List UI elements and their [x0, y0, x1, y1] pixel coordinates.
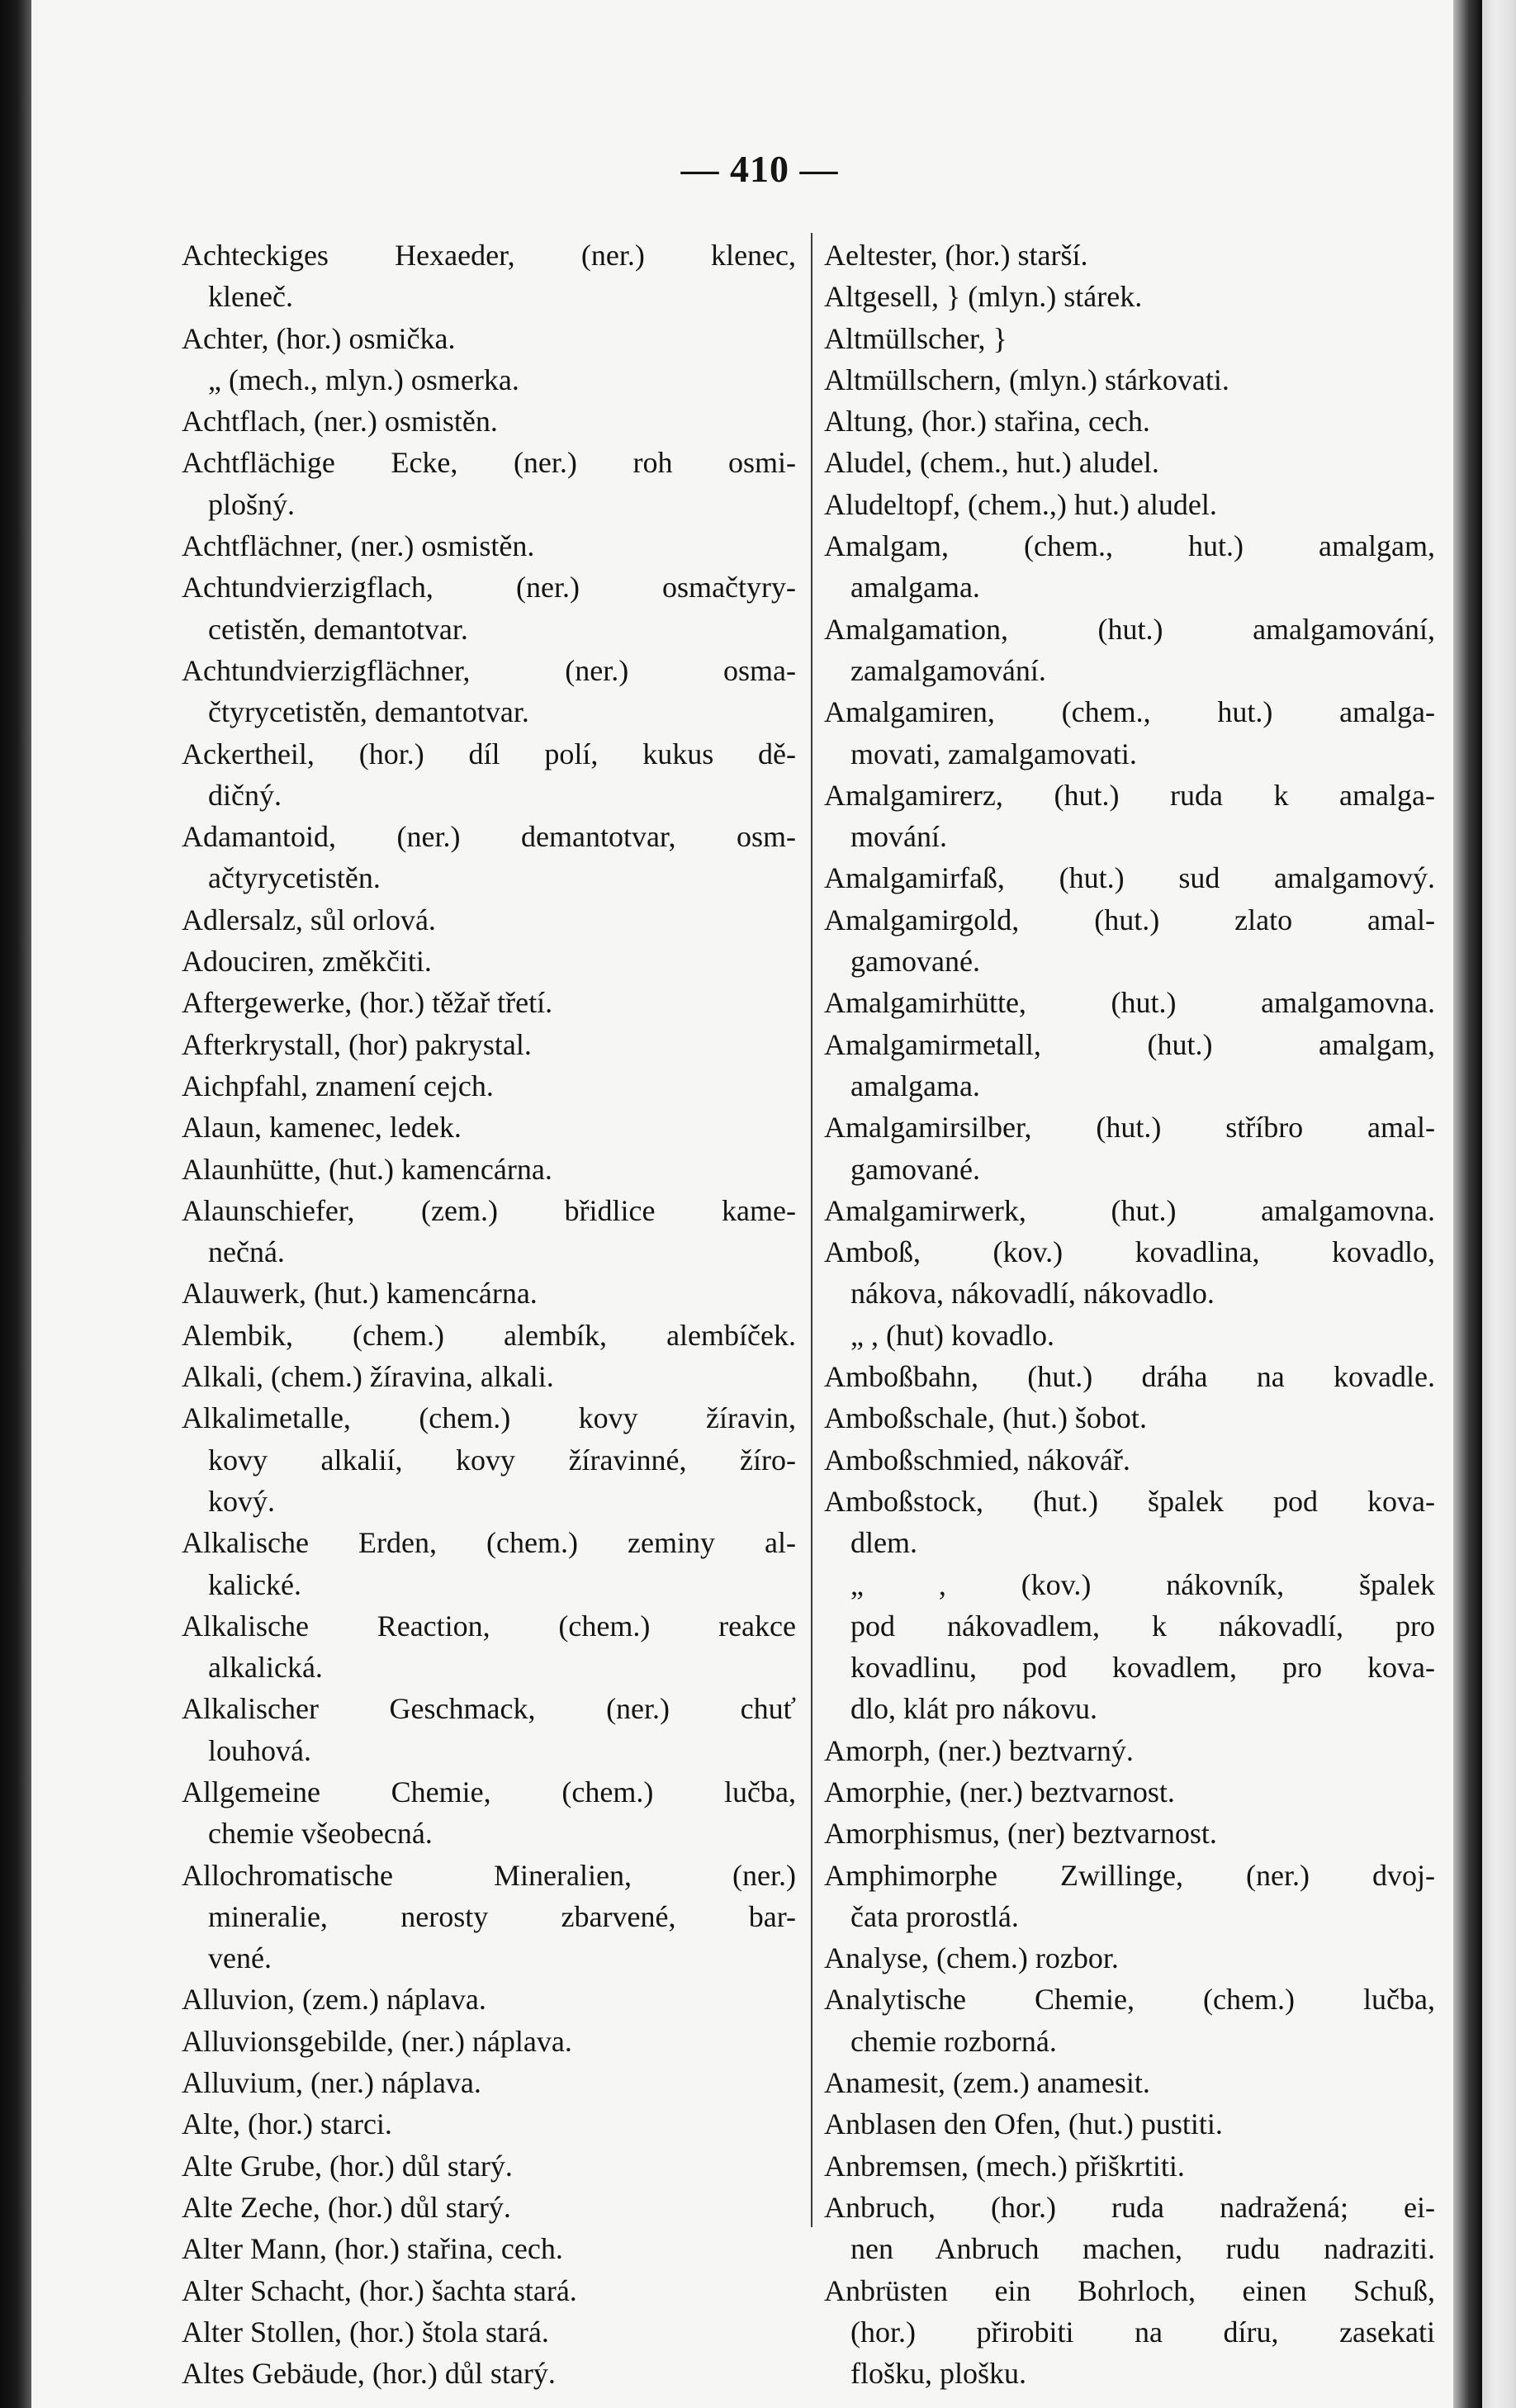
left-column-line: Ackertheil, (hor.) díl polí, kukus dě-	[182, 737, 796, 770]
left-column-line: Aichpfahl, znamení cejch.	[182, 1069, 494, 1102]
right-column-line: Amalgamirwerk, (hut.) amalgamovna.	[824, 1193, 1435, 1227]
left-column-line: Alluvionsgebilde, (ner.) náplava.	[182, 2024, 572, 2058]
right-column-line: Analyse, (chem.) rozbor.	[824, 1941, 1119, 1975]
page-number: — 410 —	[680, 148, 839, 190]
right-column-line: Anamesit, (zem.) anamesit.	[824, 2066, 1150, 2100]
right-column-line: Altung, (hor.) stařina, cech.	[824, 405, 1150, 438]
right-column-line: Anbremsen, (mech.) přiškrtiti.	[824, 2149, 1185, 2183]
left-column-line: Allgemeine Chemie, (chem.) lučba,	[182, 1775, 796, 1808]
right-column-line: amalgama.	[850, 571, 980, 604]
left-column-line: Alluvion, (zem.) náplava.	[182, 1983, 486, 2017]
right-column-line: „ , (hut) kovadlo.	[850, 1318, 1054, 1352]
left-column-line: Alte Zeche, (hor.) důl starý.	[182, 2190, 511, 2224]
left-column-line: čtyrycetistěn, demantotvar.	[208, 695, 529, 729]
left-column-line: kový.	[208, 1484, 275, 1518]
left-column-line: Alkalische Reaction, (chem.) reakce	[182, 1609, 796, 1642]
left-column-line: Alkalischer Geschmack, (ner.) chuť	[182, 1692, 796, 1726]
left-column-line: nečná.	[208, 1235, 285, 1269]
left-column-line: chemie všeobecná.	[208, 1817, 433, 1851]
right-column-line: movati, zamalgamovati.	[850, 737, 1137, 770]
right-column-line: Analytische Chemie, (chem.) lučba,	[824, 1983, 1435, 2017]
left-column-line: Alaunhütte, (hut.) kamencárna.	[182, 1152, 552, 1186]
left-column-line: Alauwerk, (hut.) kamencárna.	[182, 1277, 538, 1311]
left-column-line: Afterkrystall, (hor) pakrystal.	[182, 1027, 532, 1061]
right-column-line: Amalgamiren, (chem., hut.) amalga-	[824, 695, 1435, 729]
left-column-line: Achter, (hor.) osmička.	[182, 321, 456, 355]
right-column-line: nen Anbruch machen, rudu nadraziti.	[850, 2232, 1435, 2266]
right-column-line: zamalgamování.	[850, 653, 1046, 687]
left-column-line: louhová.	[208, 1733, 311, 1767]
left-column-line: Alter Mann, (hor.) stařina, cech.	[182, 2232, 563, 2266]
left-column-line: Adamantoid, (ner.) demantotvar, osm-	[182, 820, 796, 854]
left-column-line: Alembik, (chem.) alembík, alembíček.	[182, 1318, 796, 1352]
right-column-line: Amorphie, (ner.) beztvarnost.	[824, 1775, 1175, 1808]
right-column-line: Amorphismus, (ner) beztvarnost.	[824, 1817, 1217, 1851]
left-column-line: kovy alkalií, kovy žíravinné, žíro-	[208, 1443, 796, 1477]
right-column-line: Amboßschmied, nákovář.	[824, 1443, 1130, 1477]
right-column-line: mování.	[850, 820, 947, 854]
left-column-line: Achtundvierzigflächner, (ner.) osma-	[182, 653, 796, 687]
right-column-line: Amalgamirgold, (hut.) zlato amal-	[824, 903, 1435, 936]
right-column-line: Anbrüsten ein Bohrloch, einen Schuß,	[824, 2273, 1435, 2307]
left-column-line: Alter Stollen, (hor.) štola stará.	[182, 2315, 549, 2349]
right-column-line: Amphimorphe Zwillinge, (ner.) dvoj-	[824, 1858, 1435, 1892]
right-column-line: Aludel, (chem., hut.) aludel.	[824, 446, 1159, 480]
right-column-line: Amalgamirfaß, (hut.) sud amalgamový.	[824, 861, 1435, 895]
right-column-line: chemie rozborná.	[850, 2024, 1057, 2058]
right-column	[824, 235, 1435, 2394]
right-column-line: Amalgamirhütte, (hut.) amalgamovna.	[824, 986, 1435, 1020]
right-column-line: Amalgamirerz, (hut.) ruda k amalga-	[824, 778, 1435, 812]
right-column-line: Amalgamation, (hut.) amalgamování,	[824, 612, 1435, 646]
left-column-line: plošný.	[208, 487, 296, 521]
right-column-line: Amalgam, (chem., hut.) amalgam,	[824, 529, 1435, 563]
column-divider	[811, 233, 812, 2227]
right-column-line: Anbruch, (hor.) ruda nadražená; ei-	[824, 2190, 1435, 2224]
right-column-line: gamované.	[850, 945, 980, 979]
left-column-line: Alkalimetalle, (chem.) kovy žíravin,	[182, 1401, 796, 1435]
right-column-line: dlem.	[850, 1526, 917, 1560]
left-column-line: ačtyrycetistěn.	[208, 861, 381, 895]
left-column-line: cetistěn, demantotvar.	[208, 612, 468, 646]
right-column-line: gamované.	[850, 1152, 980, 1186]
scan-left-edge-shadow	[0, 0, 31, 2408]
left-column-line: Alte, (hor.) starci.	[182, 2107, 392, 2141]
left-column-line: Alkalische Erden, (chem.) zeminy al-	[182, 1526, 796, 1560]
right-column-line: Amboß, (kov.) kovadlina, kovadlo,	[824, 1235, 1435, 1269]
left-column-line: Aftergewerke, (hor.) těžař třetí.	[182, 986, 553, 1020]
left-column-line: Achtundvierzigflach, (ner.) osmačtyry-	[182, 571, 796, 604]
right-column-line: Altmüllscher, }	[824, 321, 1007, 355]
right-column-line: kovadlinu, pod kovadlem, pro kova-	[850, 1651, 1435, 1685]
right-column-line: Amboßschale, (hut.) šobot.	[824, 1401, 1147, 1435]
right-column-line: čata prorostlá.	[850, 1899, 1019, 1933]
left-column-line: Alter Schacht, (hor.) šachta stará.	[182, 2273, 577, 2307]
right-column-line: Altgesell, } (mlyn.) stárek.	[824, 280, 1143, 314]
right-column-line: Aludeltopf, (chem.,) hut.) aludel.	[824, 487, 1217, 521]
right-column-line: Altmüllschern, (mlyn.) stárkovati.	[824, 363, 1229, 396]
left-column-line: Alaunschiefer, (zem.) břidlice kame-	[182, 1193, 796, 1227]
left-column-line: Alluvium, (ner.) náplava.	[182, 2066, 481, 2100]
right-column-line: pod nákovadlem, k nákovadlí, pro	[850, 1609, 1435, 1642]
left-column-line: kalické.	[208, 1567, 301, 1601]
right-column-line: dlo, klát pro nákovu.	[850, 1692, 1097, 1726]
right-column-line: amalgama.	[850, 1069, 980, 1102]
left-column-line: mineralie, nerosty zbarvené, bar-	[208, 1899, 796, 1933]
right-column-line: Amboßstock, (hut.) špalek pod kova-	[824, 1484, 1435, 1518]
left-column-line: Alaun, kamenec, ledek.	[182, 1111, 462, 1145]
right-column-line: Aeltester, (hor.) starší.	[824, 239, 1088, 272]
left-column-line: dičný.	[208, 778, 282, 812]
left-column-line: Achtflächige Ecke, (ner.) roh osmi-	[182, 446, 796, 480]
right-column-line: Amalgamirsilber, (hut.) stříbro amal-	[824, 1111, 1435, 1145]
left-column-line: Adouciren, změkčiti.	[182, 945, 432, 979]
left-column-line: Achtflach, (ner.) osmistěn.	[182, 405, 498, 438]
next-page-edge	[1482, 0, 1516, 2408]
right-column-line: nákova, nákovadlí, nákovadlo.	[850, 1277, 1215, 1311]
left-column-line: Adlersalz, sůl orlová.	[182, 903, 436, 936]
left-column-line: Achteckiges Hexaeder, (ner.) klenec,	[182, 239, 796, 272]
right-column-line: flošku, plošku.	[850, 2357, 1027, 2391]
right-column-line: Amboßbahn, (hut.) dráha na kovadle.	[824, 1360, 1435, 1394]
right-column-line: Amalgamirmetall, (hut.) amalgam,	[824, 1027, 1435, 1061]
left-column-line: Achtflächner, (ner.) osmistěn.	[182, 529, 535, 563]
left-column-line: alkalická.	[208, 1651, 323, 1685]
right-column-line: Anblasen den Ofen, (hut.) pustiti.	[824, 2107, 1223, 2141]
left-column-line: Alte Grube, (hor.) důl starý.	[182, 2149, 513, 2183]
right-column-line: „ , (kov.) nákovník, špalek	[850, 1567, 1435, 1601]
right-column-line: (hor.) přirobiti na díru, zasekati	[850, 2315, 1435, 2349]
left-column	[182, 235, 796, 2394]
right-column-line: Amorph, (ner.) beztvarný.	[824, 1733, 1134, 1767]
left-column-line: Allochromatische Mineralien, (ner.)	[182, 1858, 796, 1892]
left-column-line: „ (mech., mlyn.) osmerka.	[208, 363, 519, 396]
left-column-line: vené.	[208, 1941, 272, 1975]
left-column-line: Altes Gebäude, (hor.) důl starý.	[182, 2357, 556, 2391]
left-column-line: kleneč.	[208, 280, 293, 314]
left-column-line: Alkali, (chem.) žíravina, alkali.	[182, 1360, 554, 1394]
